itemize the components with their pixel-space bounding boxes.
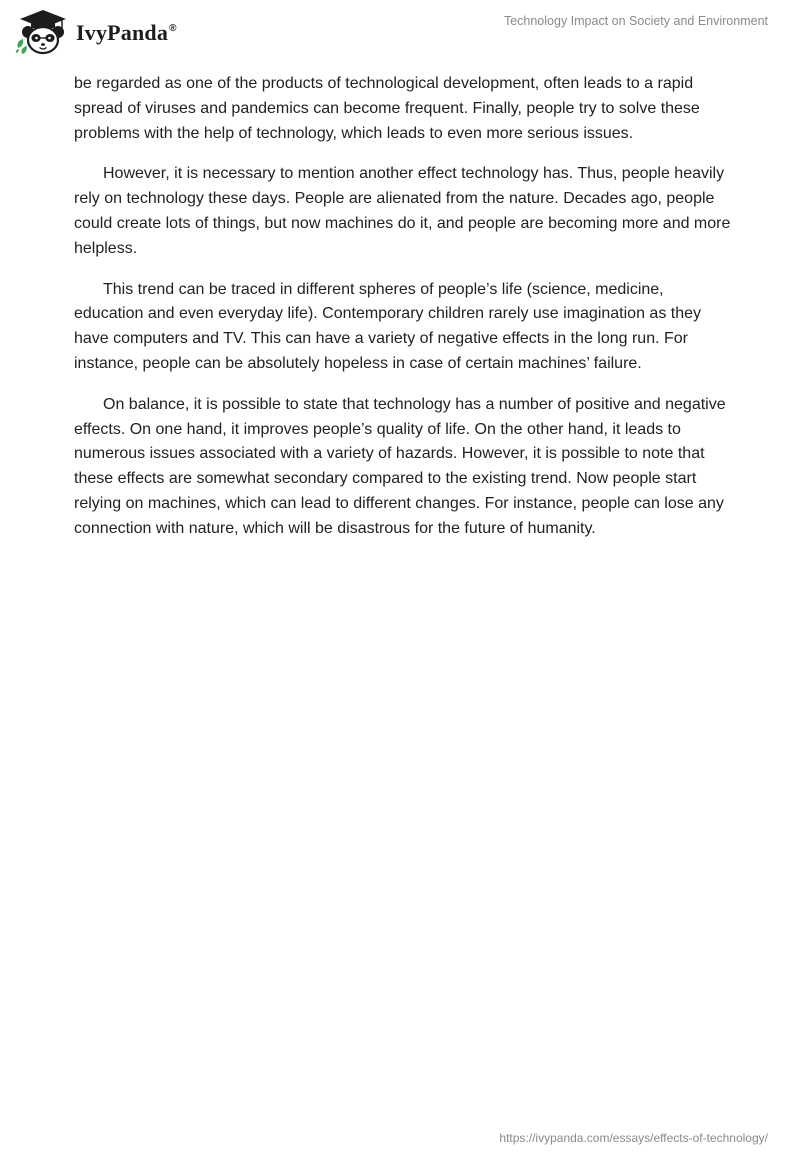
paragraph: be regarded as one of the products of technological development, often leads to a rapid spread of viruses and pandemics can become frequent. Finally, people try to solve these problems with the help of technology, which leads to even more serious issues. [74, 75, 700, 142]
document-title: Technology Impact on Society and Environment [503, 14, 768, 28]
paragraph: On balance, it is possible to state that technology has a number of positive and negative effects. On one hand, it improves people’s quality of life. On the other hand, it leads to numerous issues associated with a variety of hazards. However, it is possible to note that these effects are somewhat secondary compared to the existing trend. Now people start relying on machines, which can lead to different changes. For instance, people can lose any connection with nature, which will be disastrous for the future of humanity. [74, 395, 726, 537]
panda-graduation-cap-icon [14, 8, 72, 56]
paragraph: However, it is necessary to mention another effect technology has. Thus, people heavily rely on technology these days. People are alienated from the nature. Decades ago, people could create lots of things, but now machines do it, and people are becoming more and more helpless. [74, 165, 731, 257]
page-header [0, 0, 800, 62]
source-url-link[interactable]: https://ivypanda.com/essays/effects-of-technology/ [499, 1131, 768, 1145]
registered-mark: ® [169, 23, 177, 34]
essay-body [74, 72, 734, 558]
logo-wordmark: IvyPanda® [76, 20, 177, 45]
ivypanda-logo[interactable] [14, 8, 177, 56]
paragraph: This trend can be traced in different spheres of people’s life (science, medicine, education and even everyday life). Contemporary children rarely use imagination as they have computers and TV. This can have a variety of negative effects in the long run. For instance, people can be absolutely hopeless in case of certain machines’ failure. [74, 280, 702, 372]
